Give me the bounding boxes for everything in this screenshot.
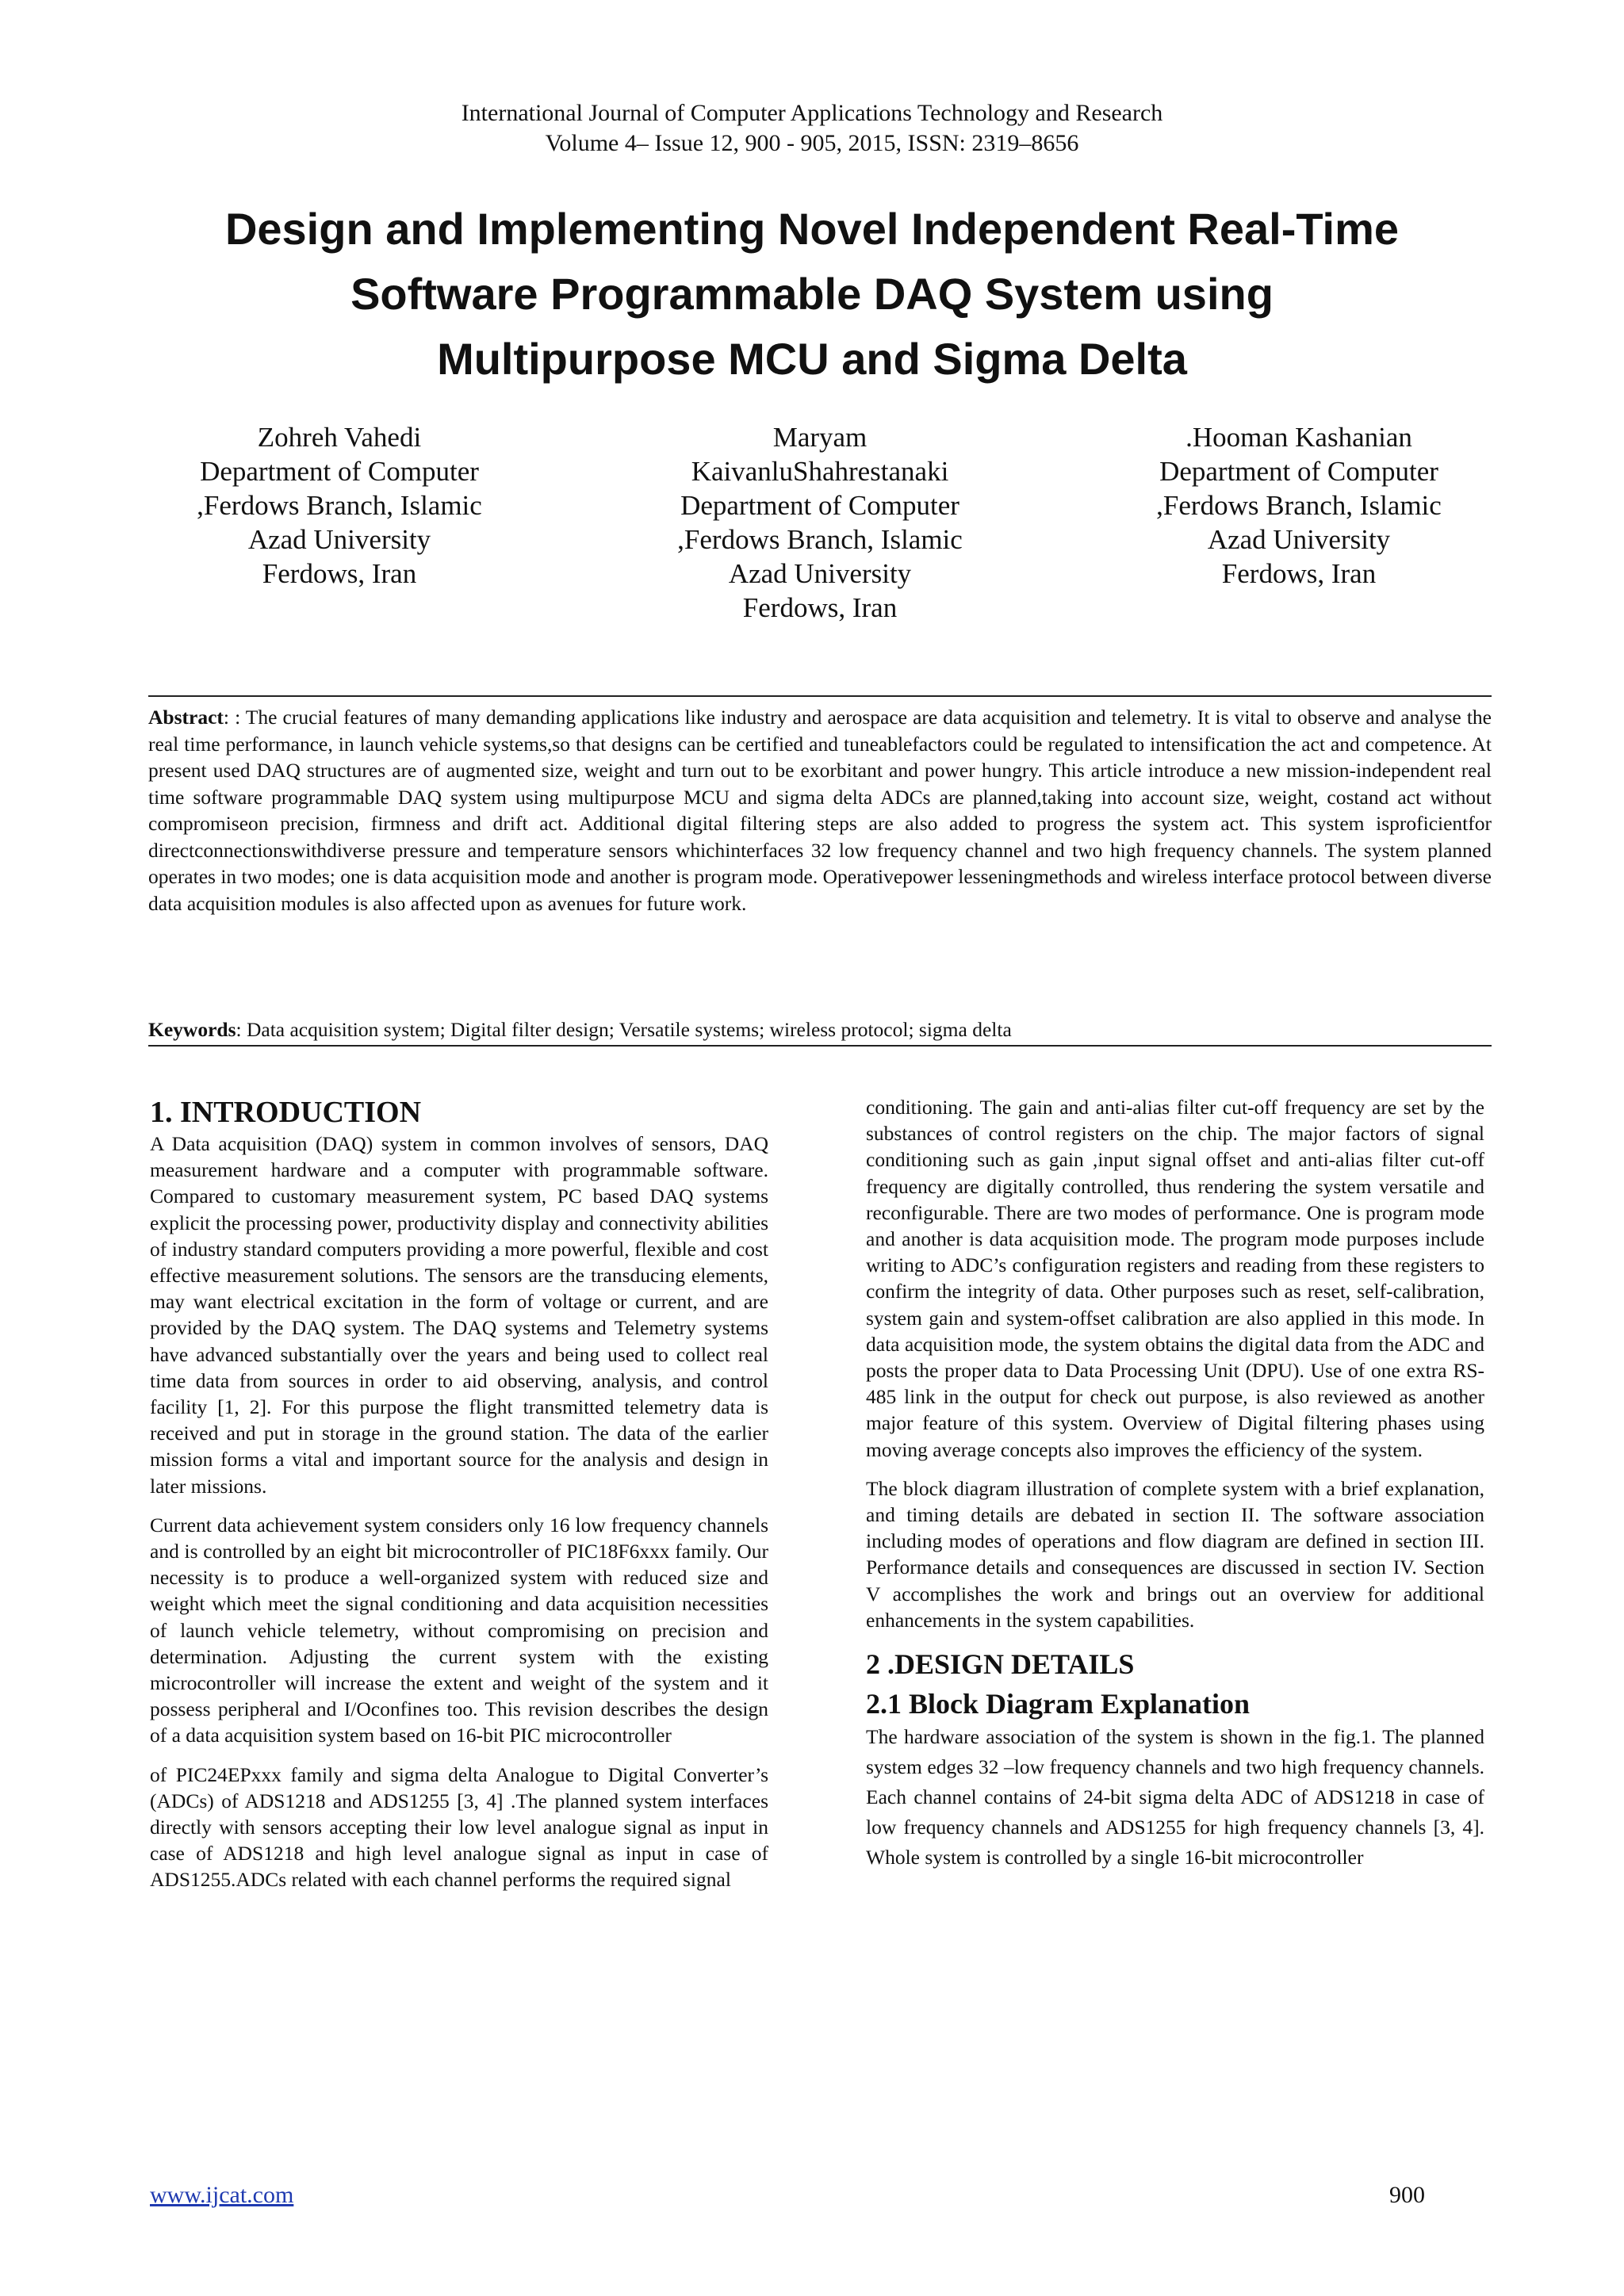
section-heading-design-details: 2 .DESIGN DETAILS xyxy=(866,1648,1135,1681)
author-affiliation: Department of Computer xyxy=(1159,456,1438,487)
author-location: Ferdows, Iran xyxy=(1221,558,1377,589)
abstract-label: Abstract xyxy=(148,706,224,729)
keywords-label: Keywords xyxy=(148,1018,236,1041)
journal-volume-info: Volume 4– Issue 12, 900 - 905, 2015, ISSN: 2319–8656 xyxy=(545,130,1079,156)
subsection-heading-block-diagram: 2.1 Block Diagram Explanation xyxy=(866,1688,1251,1720)
author-location: Ferdows, Iran xyxy=(742,592,898,623)
author-name: .Hooman Kashanian xyxy=(1185,422,1412,453)
abstract xyxy=(148,704,1492,916)
paper-title xyxy=(111,197,1513,392)
journal-name: International Journal of Computer Applications Technology and Research xyxy=(461,100,1163,126)
right-column xyxy=(866,1094,1484,1885)
author-affiliation: ,Ferdows Branch, Islamic xyxy=(197,490,482,521)
title-line: Software Programmable DAQ System using xyxy=(350,269,1274,319)
author-name: Zohreh Vahedi xyxy=(257,422,422,453)
intro-paragraph-5: The block diagram illustration of complete system with a brief explanation, and timing details are debated in section II. The software association including modes of operations and flow diagram are defined in section III. Performance details and consequences are discussed in section IV. Section V accomplishes the work and brings out an overview for additional enhancements in the system capabilities. xyxy=(866,1476,1484,1632)
page-number: 900 xyxy=(1389,2182,1425,2208)
author-location: Ferdows, Iran xyxy=(262,558,417,589)
left-column xyxy=(150,1094,768,1906)
section-heading-introduction: 1. INTRODUCTION xyxy=(150,1096,422,1129)
intro-paragraph-2: Current data achievement system considers only 16 low frequency channels and is controlled by an eight bit microcontroller of PIC18F6xxx family. Our necessity is to produce a well-organized system with reduced size and weight which meet the signal conditioning and data acquisition necessities of launch vehicle telemetry, without compromising on precision and determination. Adjusting the current system with the existing microcontroller will increase the extent and weight of the system and it possess peripheral and I/Oconfines too. This revision describes the design of a data acquisition system based on 16-bit PIC microcontroller xyxy=(150,1513,768,1747)
abstract-top-rule xyxy=(148,695,1492,697)
journal-website-link[interactable]: www.ijcat.com xyxy=(150,2182,294,2208)
title-line: Multipurpose MCU and Sigma Delta xyxy=(437,334,1187,384)
author-affiliation: Azad University xyxy=(1207,524,1391,555)
author-affiliation: Department of Computer xyxy=(200,456,479,487)
author-affiliation: ,Ferdows Branch, Islamic xyxy=(1156,490,1442,521)
abstract-text: : : The crucial features of many demanding applications like industry and aerospace are data acquisition and telemetry. It is vital to observe and analyse the real time performance, in launch vehicle systems,so that designs can be certified and tuneablefactors could be regulated to intensification the act and competence. At present used DAQ structures are of augmented size, weight and turn out to be exorbitant and power hungry. This article introduce a new mission-independent real time software programmable DAQ system using multipurpose MCU and sigma delta ADCs are planned,taking into account size, weight, costand act without compromiseon precision, firmness and drift act. Additional digital filtering steps are also added to progress the system act. This system isproficientfor directconnectionswithdiverse pressure and temperature sensors whichinterfaces 32 low frequency channel and two high frequency channels. The system planned operates in two modes; one is data acquisition mode and another is program mode. Operativepower lesseningmethods and wireless interface protocol between diverse data acquisition modules is also affected upon as avenues for future work. xyxy=(148,706,1492,915)
block-diagram-paragraph: The hardware association of the system is shown in the fig.1. The planned system edges 32 –low frequency channels and two high frequency channels. Each channel contains of 24-bit sigma delta ADC of ADS1218 in case of low frequency channels and ADS1255 for high frequency channels [3, 4]. Whole system is controlled by a single 16-bit microcontroller xyxy=(866,1725,1484,1869)
keywords-text: : Data acquisition system; Digital filter design; Versatile systems; wireless protocol; sigma delta xyxy=(236,1018,1012,1041)
keywords-bottom-rule xyxy=(148,1045,1492,1047)
keywords xyxy=(148,1017,1492,1043)
intro-paragraph-4: conditioning. The gain and anti-alias filter cut-off frequency are set by the substances of control registers on the chip. The major factors of signal conditioning such as gain ,input signal offset and anti-alias filter cut-off frequency are digitally controlled, thus rendering the system versatile and reconfigurable. There are two modes of performance. One is program mode and another is data acquisition mode. The program mode purposes include writing to ADC’s configuration registers and reading from these registers to confirm the integrity of data. Other purposes such as reset, self-calibration, system gain and system-offset calibration are also applied in this mode. In data acquisition mode, the system obtains the digital data from the ADC and posts the proper data to Data Processing Unit (DPU). Use of one extra RS-485 link in the output for check out purpose, is also reviewed as another major feature of this system. Overview of Digital filtering phases using moving average concepts also improves the efficiency of the system. xyxy=(866,1096,1484,1461)
author-block-2 xyxy=(614,420,1026,625)
author-block-1 xyxy=(133,420,546,591)
author-name: Maryam xyxy=(772,422,868,453)
author-name: KaivanluShahrestanaki xyxy=(691,456,949,487)
author-affiliation: Azad University xyxy=(728,558,912,589)
author-block-3 xyxy=(1093,420,1505,591)
intro-paragraph-1: A Data acquisition (DAQ) system in common involves of sensors, DAQ measurement hardware and a computer with programmable software. Compared to customary measurement system, PC based DAQ systems explicit the processing power, productivity display and connectivity abilities of industry standard computers providing a more powerful, flexible and cost effective measurement solutions. The sensors are the transducing elements, may want electrical excitation in the form of voltage or current, and are provided by the DAQ system. The DAQ systems and Telemetry systems have advanced substantially over the years and being used to collect real time data from sources in order to aid observing, analysis, and control facility [1, 2]. For this purpose the flight transmitted telemetry data is received and put in storage in the ground station. The data of the earlier mission forms a vital and important source for the analysis and design in later missions. xyxy=(150,1132,768,1498)
intro-paragraph-3: of PIC24EPxxx family and sigma delta Analogue to Digital Converter’s (ADCs) of ADS1218 and ADS1255 [3, 4] .The planned system interfaces directly with sensors accepting their low level analogue signal as input in case of ADS1218 and high level analogue signal as input in case of ADS1255.ADCs related with each channel performs the required signal xyxy=(150,1762,768,1892)
title-line: Design and Implementing Novel Independent Real-Time xyxy=(224,204,1400,254)
author-affiliation: Department of Computer xyxy=(680,490,959,521)
author-affiliation: Azad University xyxy=(247,524,431,555)
author-affiliation: ,Ferdows Branch, Islamic xyxy=(677,524,963,555)
